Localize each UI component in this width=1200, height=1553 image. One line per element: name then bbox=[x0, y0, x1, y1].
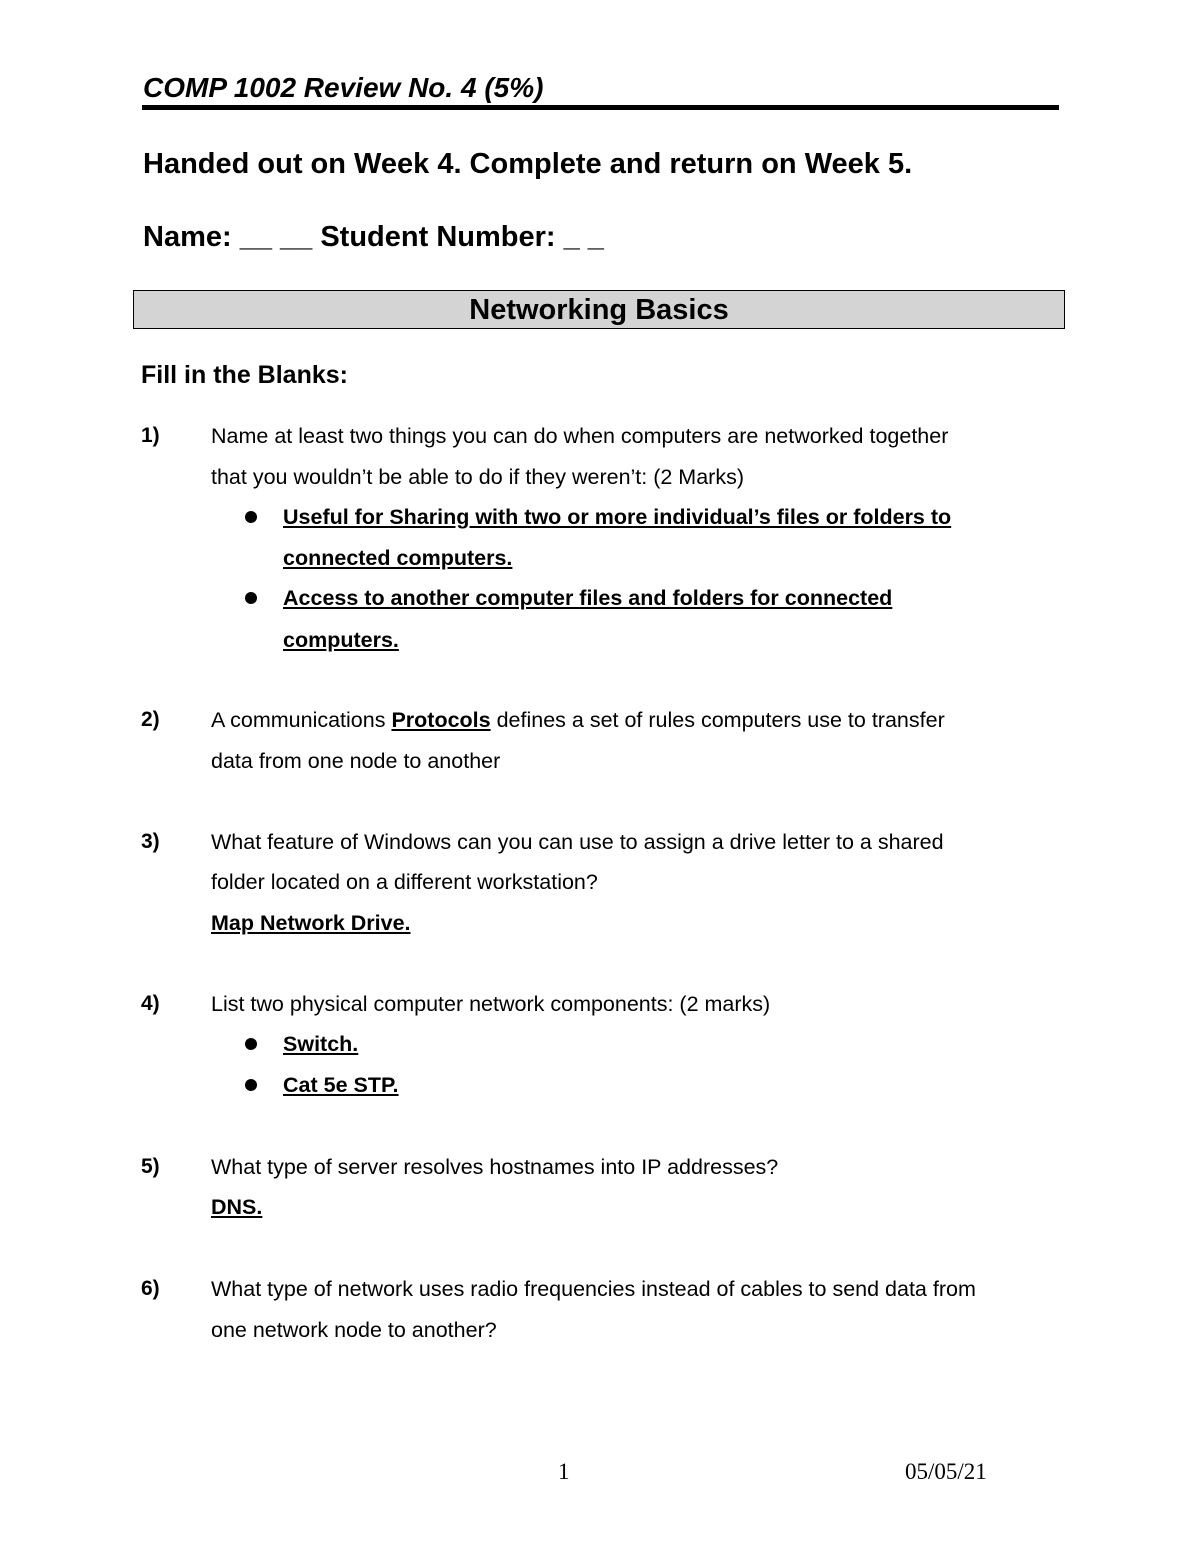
bullet-icon bbox=[245, 1079, 257, 1091]
answer-text: computers. bbox=[283, 628, 399, 652]
section-banner bbox=[133, 290, 1065, 329]
question-text: What type of network uses radio frequencies instead of cables to send data from bbox=[211, 1277, 976, 1301]
course-title: COMP 1002 Review No. 4 (5%) bbox=[143, 72, 544, 103]
answer-text: Access to another computer files and folders for connected bbox=[283, 586, 893, 610]
page-number: 1 bbox=[558, 1459, 570, 1484]
footer-date: 05/05/21 bbox=[905, 1459, 987, 1484]
question-number: 1) bbox=[141, 424, 160, 447]
answer-text: Protocols bbox=[391, 708, 491, 732]
question-text: data from one node to another bbox=[211, 749, 501, 773]
question-text: one network node to another? bbox=[211, 1318, 497, 1342]
question-number: 4) bbox=[141, 992, 160, 1015]
bullet-icon bbox=[245, 592, 257, 604]
question-number: 2) bbox=[141, 708, 160, 731]
question-text-before: A communications bbox=[211, 708, 392, 732]
answer-text: Useful for Sharing with two or more individual’s files or folders to bbox=[283, 505, 952, 529]
bullet-icon bbox=[245, 511, 257, 523]
question-number: 6) bbox=[141, 1277, 160, 1300]
question-text bbox=[211, 706, 945, 734]
answer-text: Map Network Drive. bbox=[211, 911, 411, 935]
bullet-icon bbox=[245, 1038, 257, 1050]
question-text: What feature of Windows can you can use to assign a drive letter to a shared bbox=[211, 830, 944, 854]
section-heading: Fill in the Blanks: bbox=[141, 361, 348, 389]
question-text: folder located on a different workstation? bbox=[211, 870, 598, 894]
question-text: Name at least two things you can do when computers are networked together bbox=[211, 424, 949, 448]
name-student-number-line: Name: __ __ Student Number: _ _ bbox=[143, 221, 604, 253]
section-title: Networking Basics bbox=[469, 293, 729, 326]
answer-text: DNS. bbox=[211, 1195, 263, 1219]
question-text-after: defines a set of rules computers use to transfer bbox=[490, 708, 945, 732]
title-rule bbox=[142, 105, 1059, 110]
question-number: 3) bbox=[141, 830, 160, 853]
question-text: List two physical computer network components: (2 marks) bbox=[211, 992, 771, 1016]
answer-text: Switch. bbox=[283, 1032, 359, 1056]
handout-instructions: Handed out on Week 4. Complete and return on Week 5. bbox=[143, 148, 913, 180]
question-number: 5) bbox=[141, 1155, 160, 1178]
answer-text: Cat 5e STP. bbox=[283, 1073, 399, 1097]
question-text: that you wouldn’t be able to do if they weren’t: (2 Marks) bbox=[211, 465, 744, 489]
question-text: What type of server resolves hostnames into IP addresses? bbox=[211, 1155, 779, 1179]
answer-text: connected computers. bbox=[283, 546, 513, 570]
